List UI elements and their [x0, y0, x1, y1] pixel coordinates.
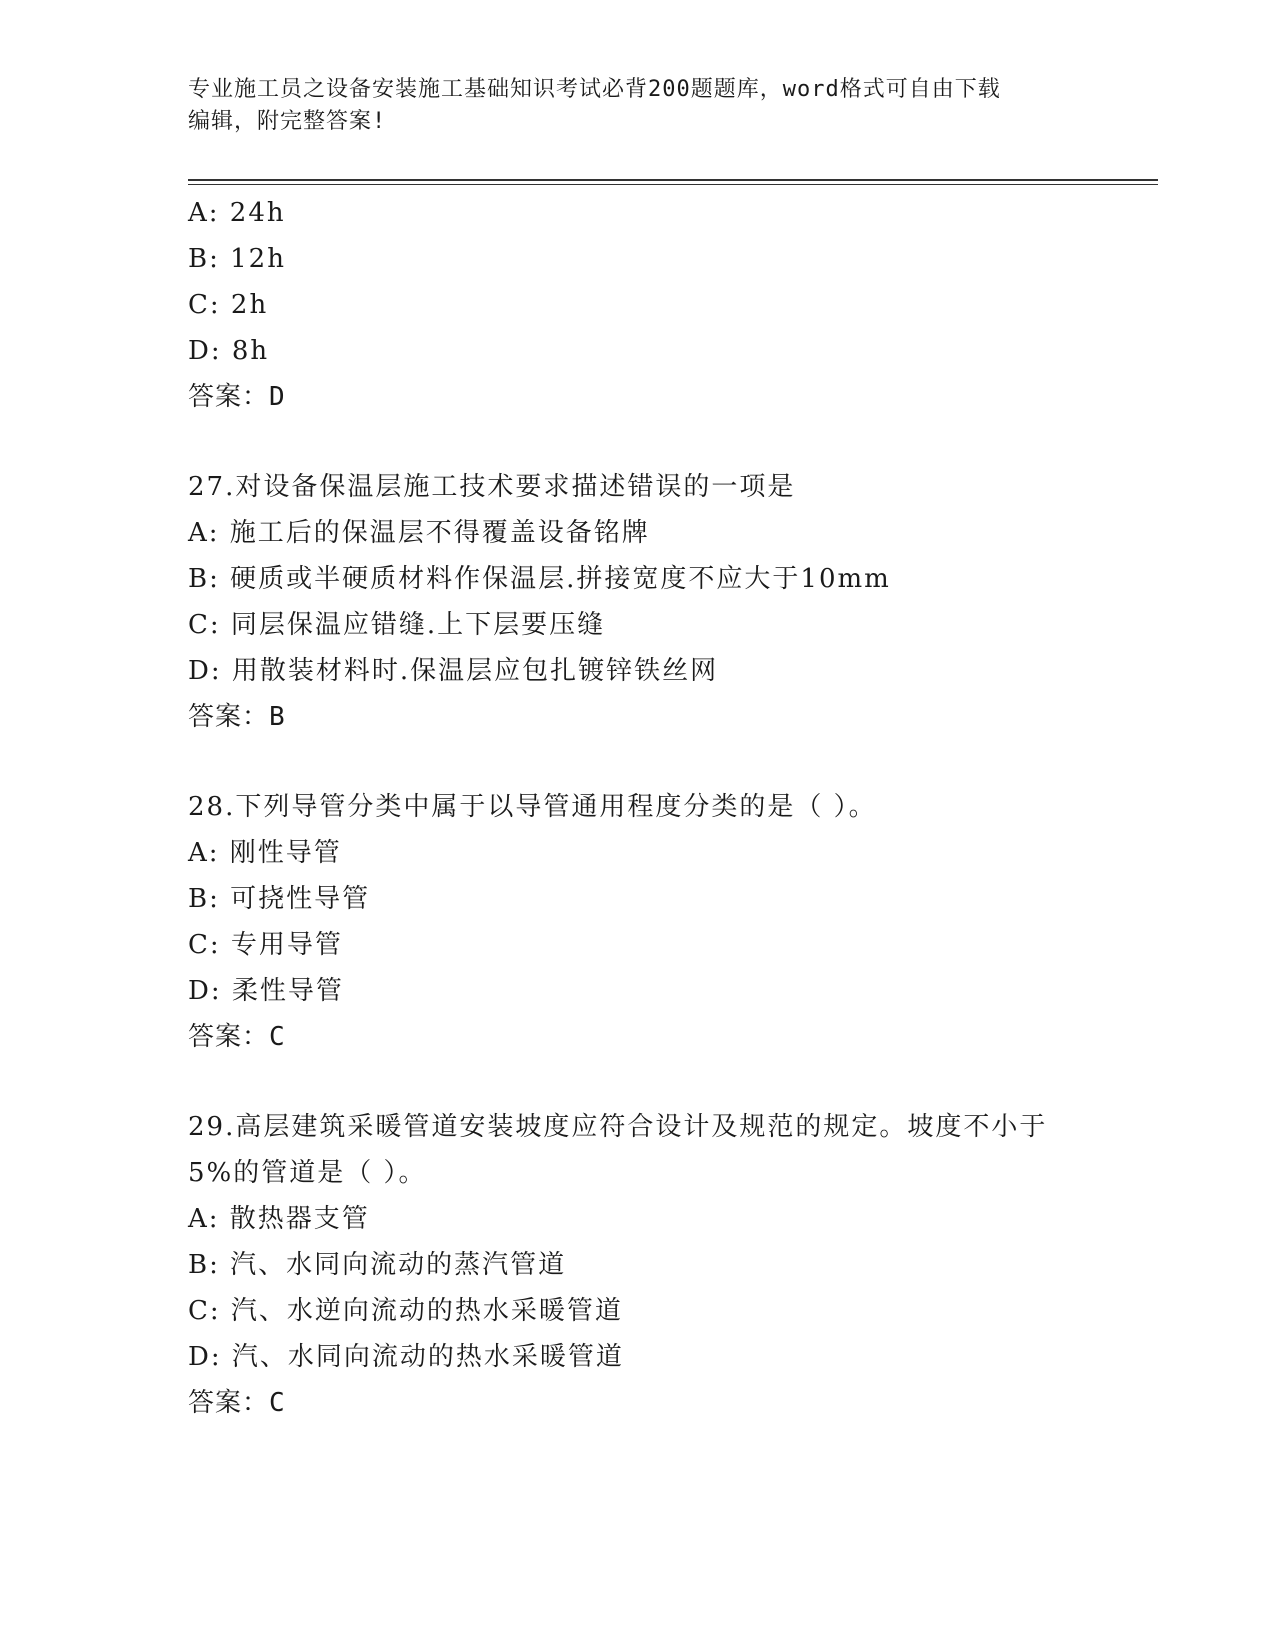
option-c: C: 同层保温应错缝.上下层要压缝	[188, 610, 606, 640]
answer: 答案：B	[188, 702, 286, 732]
option-b: B: 硬质或半硬质材料作保温层.拼接宽度不应大于10mm	[188, 564, 891, 594]
option-c: C: 专用导管	[188, 930, 343, 960]
option-b: B: 可挠性导管	[188, 884, 371, 914]
question-26	[188, 190, 1128, 420]
option-c: C: 汽、水逆向流动的热水采暖管道	[188, 1296, 623, 1326]
question-29	[188, 1104, 1128, 1426]
option-a: A: 24h	[188, 198, 286, 228]
answer: 答案：D	[188, 382, 286, 412]
question-text: 28.下列导管分类中属于以导管通用程度分类的是（ ）。	[188, 792, 877, 822]
question-text-line-1: 29.高层建筑采暖管道安装坡度应符合设计及规范的规定。坡度不小于	[188, 1112, 1048, 1142]
page-header	[188, 74, 1088, 138]
answer: 答案：C	[188, 1388, 286, 1418]
question-list	[188, 190, 1128, 1426]
header-title-line-1: 专业施工员之设备安装施工基础知识考试必背200题题库，word格式可自由下载	[188, 77, 1001, 102]
header-divider-thin	[188, 184, 1158, 185]
option-d: D: 柔性导管	[188, 976, 344, 1006]
question-text-line-2: 5%的管道是（ ）。	[188, 1158, 427, 1188]
question-28	[188, 784, 1128, 1060]
header-divider	[188, 179, 1158, 181]
option-b: B: 12h	[188, 244, 286, 274]
option-a: A: 刚性导管	[188, 838, 342, 868]
header-title-line-2: 编辑，附完整答案!	[188, 109, 387, 134]
option-b: B: 汽、水同向流动的蒸汽管道	[188, 1250, 567, 1280]
option-d: D: 8h	[188, 336, 270, 366]
option-d: D: 用散装材料时.保温层应包扎镀锌铁丝网	[188, 656, 719, 686]
question-27	[188, 464, 1128, 740]
option-a: A: 施工后的保温层不得覆盖设备铭牌	[188, 518, 650, 548]
option-a: A: 散热器支管	[188, 1204, 370, 1234]
question-text: 27.对设备保温层施工技术要求描述错误的一项是	[188, 472, 796, 502]
option-c: C: 2h	[188, 290, 269, 320]
answer: 答案：C	[188, 1022, 286, 1052]
option-d: D: 汽、水同向流动的热水采暖管道	[188, 1342, 624, 1372]
